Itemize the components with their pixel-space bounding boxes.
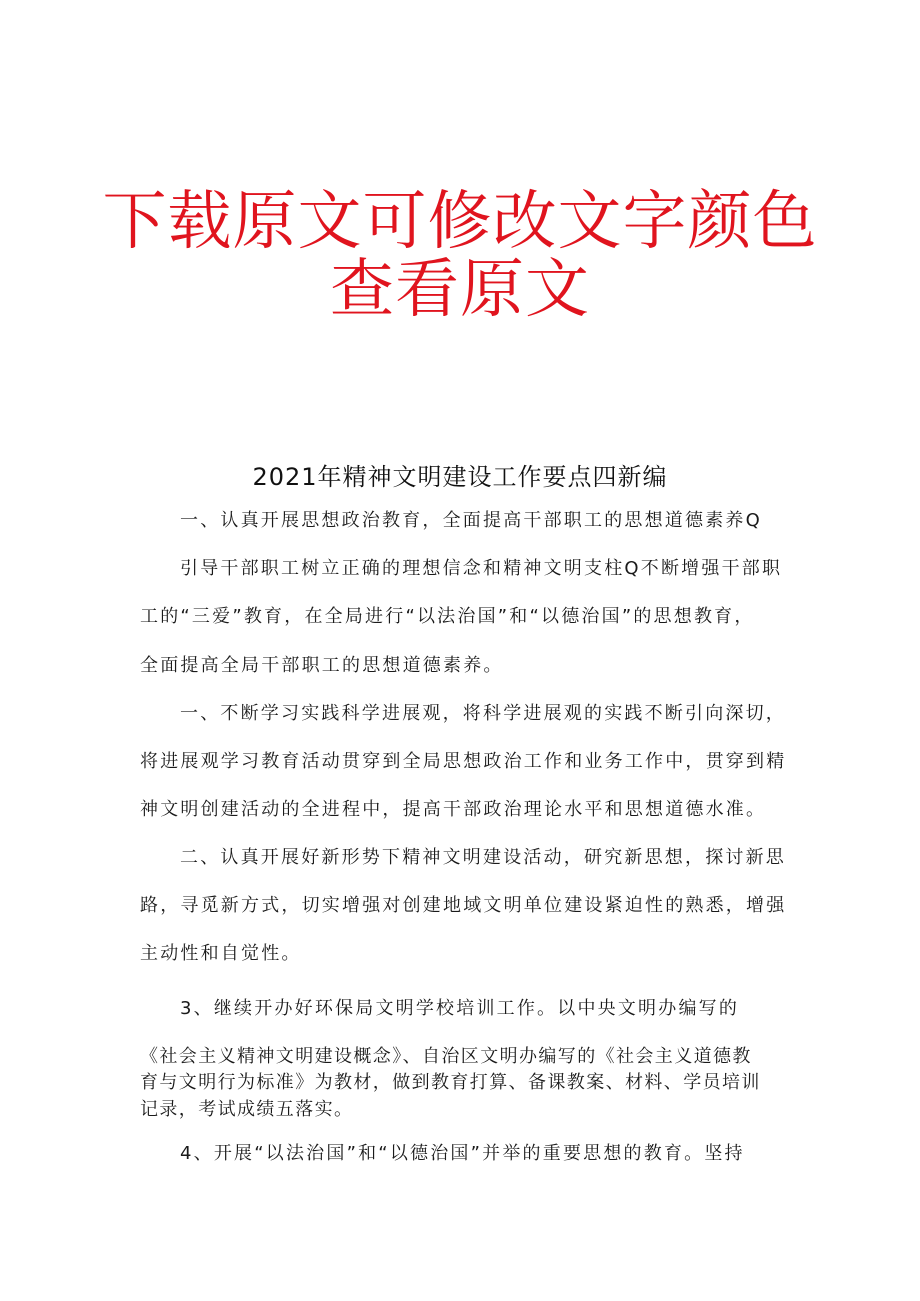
- paragraph-line: 3、继续开办好环保局文明学校培训工作。以中央文明办编写的: [180, 998, 740, 1019]
- paragraph-line: 育与文明行为标准》为教材，做到教育打算、备课教案、材料、学员培训: [140, 1072, 761, 1093]
- paragraph-line: 路，寻觅新方式，切实增强对创建地域文明单位建设紧迫性的熟悉，增强: [140, 895, 787, 916]
- banner-line-2: 查看原文: [330, 253, 590, 327]
- paragraph-line: 4、开展“以法治国”和“以德治国”并举的重要思想的教育。坚持: [180, 1143, 745, 1164]
- paragraph-line: 记录，考试成绩五落实。: [140, 1099, 354, 1120]
- paragraph-line: 主动性和自觉性。: [140, 943, 302, 964]
- paragraph-line: 神文明创建活动的全进程中，提高干部政治理论水平和思想道德水准。: [140, 799, 767, 820]
- paragraph-line: 一、认真开展思想政治教育，全面提高干部职工的思想道德素养Q: [180, 510, 762, 531]
- paragraph-line: 工的“三爱”教育，在全局进行“以法治国”和“以德治国”的思想教育，: [140, 606, 755, 627]
- paragraph-line: 《社会主义精神文明建设概念》、自治区文明办编写的《社会主义道德教: [140, 1046, 752, 1067]
- paragraph-line: 二、认真开展好新形势下精神文明建设活动，研究新思想，探讨新思: [180, 847, 786, 868]
- paragraph-line: 将进展观学习教育活动贯穿到全局思想政治工作和业务工作中，贯穿到精: [140, 751, 787, 772]
- paragraph-line: 引导干部职工树立正确的理想信念和精神文明支柱Q不断增强干部职: [180, 558, 783, 579]
- document-title: 2021年精神文明建设工作要点四新编: [252, 463, 668, 491]
- banner-line-1: 下载原文可修改文字颜色: [102, 185, 818, 259]
- paragraph-line: 一、不断学习实践科学进展观，将科学进展观的实践不断引向深切，: [180, 703, 786, 724]
- paragraph-line: 全面提高全局干部职工的思想道德素养。: [140, 655, 504, 676]
